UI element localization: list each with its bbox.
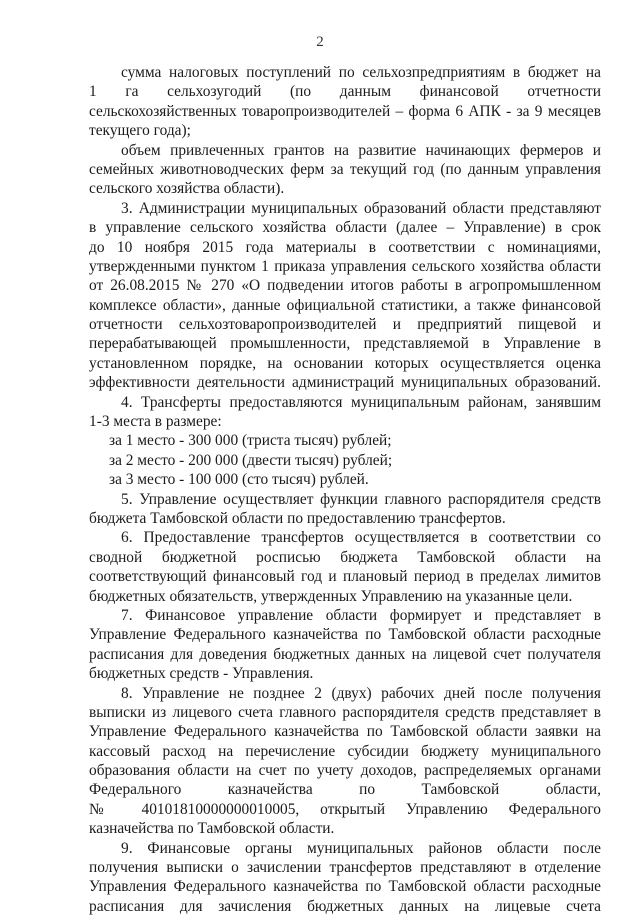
text-line: получения выписки о зачислении трансфертов представляют в отделение: [89, 859, 601, 877]
text-line: утвержденными пунктом 1 приказа управления сельского хозяйства области: [89, 257, 601, 275]
text-line: бюджета Тамбовской области по предоставлению трансфертов.: [89, 509, 506, 527]
text-line: казначейства по Тамбовской области.: [89, 820, 335, 838]
text-line: расписания для зачисления бюджетных данных на лицевые счета: [89, 897, 601, 915]
text-line: 5. Управление осуществляет функции главного распорядителя средств: [121, 490, 601, 508]
text-line: 1-3 места в размере:: [89, 413, 222, 431]
text-line: Федерального казначейства по Тамбовской области,: [89, 781, 601, 799]
text-line: за 1 место - 300 000 (триста тысяч) рублей;: [109, 432, 392, 450]
text-line: бюджетных обязательств, утвержденных Управлению на указанные цели.: [89, 587, 573, 605]
text-line: Управление Федерального казначейства по Тамбовской области расходные: [89, 626, 601, 644]
text-line: объем привлеченных грантов на развитие начинающих фермеров и: [121, 141, 601, 159]
text-line: семейных животноводческих ферм за текущий год (по данным управления: [89, 160, 601, 178]
text-line: сельскохозяйственных товаропроизводителей – форма 6 АПК - за 9 месяцев: [89, 102, 601, 120]
text-line: соответствующий финансовый год и плановый период в пределах лимитов: [89, 568, 601, 586]
text-line: перерабатывающей промышленности, представляемой в Управление в: [89, 335, 601, 353]
text-line: сельского хозяйства области).: [89, 180, 285, 198]
text-line: сумма налоговых поступлений по сельхозпредприятиям в бюджет на: [121, 64, 601, 81]
text-line: бюджетных средств - Управления.: [89, 665, 314, 683]
text-line: выписки из лицевого счета главного распорядителя средств представляет в: [89, 703, 601, 721]
text-line: 8. Управление не позднее 2 (двух) рабочих дней после получения: [121, 684, 601, 702]
document-body: [89, 63, 601, 916]
text-line: в управление сельского хозяйства области (далее – Управление) в срок: [89, 219, 601, 237]
text-line: расписания для доведения бюджетных данных на лицевой счет получателя: [89, 645, 601, 663]
text-line: 6. Предоставление трансфертов осуществляется в соответствии со: [121, 529, 601, 547]
text-line: 9. Финансовые органы муниципальных районов области после: [121, 839, 601, 857]
text-line: кассовый расход на перечисление субсидии бюджету муниципального: [89, 742, 601, 760]
text-line: установленном порядке, на основании которых осуществляется оценка: [89, 354, 601, 372]
text-line: за 2 место - 200 000 (двести тысяч) рублей;: [109, 451, 393, 469]
page-number: 2: [316, 34, 324, 50]
text-line: 3. Администрации муниципальных образований области представляют: [121, 199, 601, 217]
text-line: Управление Федерального казначейства по Тамбовской области заявки на: [89, 723, 601, 741]
text-line: № 40101810000000010005, открытый Управлению Федерального: [89, 800, 601, 818]
text-line: от 26.08.2015 № 270 «О подведении итогов работы в агропромышленном: [89, 277, 601, 295]
text-line: Управления Федерального казначейства по Тамбовской области расходные: [89, 878, 601, 896]
text-line: отчетности сельхозтоваропроизводителей и предприятий пищевой и: [89, 316, 601, 334]
text-line: эффективности деятельности администраций муниципальных образований.: [89, 374, 601, 392]
text-line: до 10 ноября 2015 года материалы в соответствии с номинациями,: [89, 238, 601, 256]
text-line: за 3 место - 100 000 (сто тысяч) рублей.: [109, 471, 369, 489]
text-line: 1 га сельхозугодий (по данным финансовой отчетности: [89, 83, 601, 101]
text-line: образования области на счет по учету доходов, распределяемых органами: [89, 762, 601, 780]
text-line: 7. Финансовое управление области формирует и представляет в: [121, 606, 601, 624]
text-line: комплексе области», данные официальной статистики, а также финансовой: [89, 296, 601, 314]
text-line: сводной бюджетной росписью бюджета Тамбовской области на: [89, 548, 601, 566]
text-line: 4. Трансферты предоставляются муниципальным районам, занявшим: [121, 393, 601, 411]
text-line: текущего года);: [89, 122, 191, 140]
